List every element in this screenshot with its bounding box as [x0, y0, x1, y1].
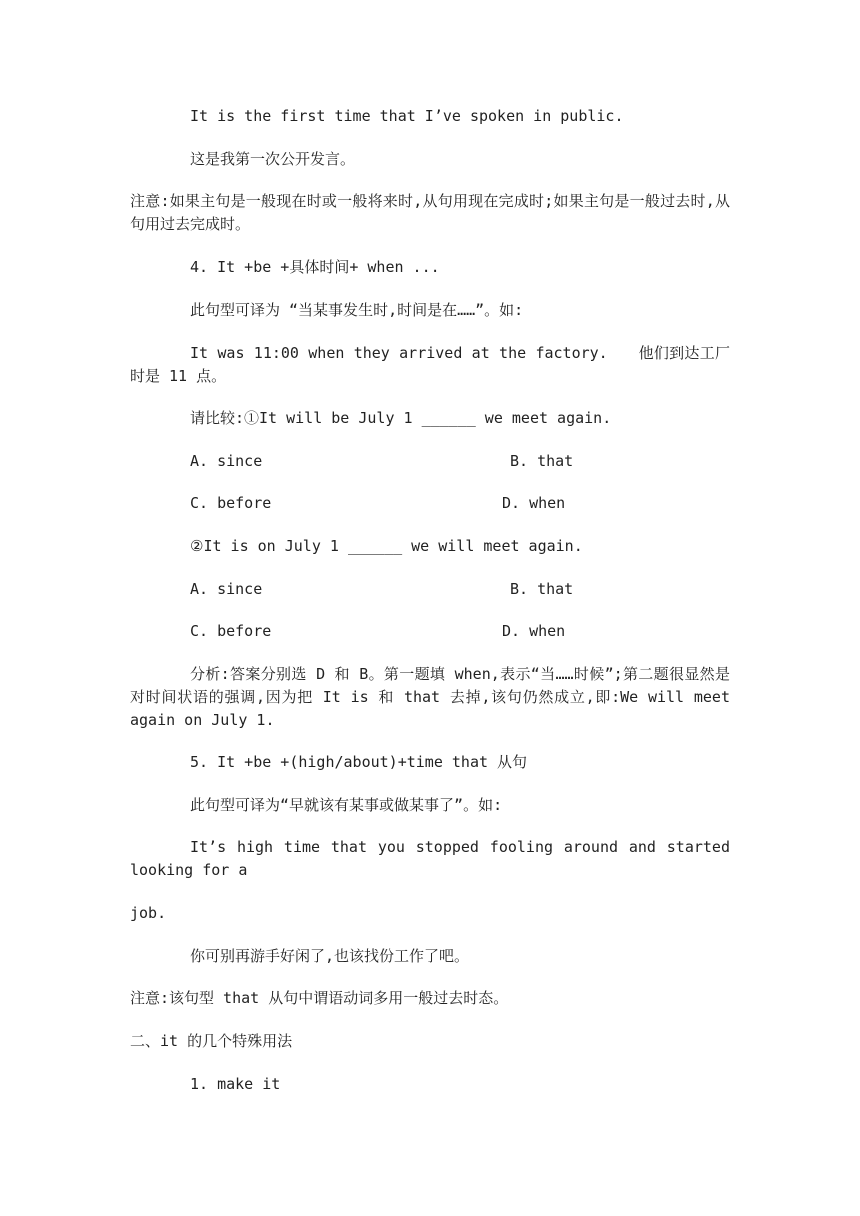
analysis-paragraph: 分析:答案分别选 D 和 B。第一题填 when,表示“当……时候”;第二题很显然是对时间状语的强调,因为把 It is 和 that 去掉,该句仍然成立,即:We will meet again on July 1.	[130, 665, 730, 729]
subsection-heading-1: 1. make it	[190, 1075, 281, 1093]
example-sentence: It is the first time that I’ve spoken in public.	[190, 107, 624, 125]
section-heading-2: 二、it 的几个特殊用法	[130, 1032, 293, 1050]
question-1-option-d: D. when	[502, 494, 566, 512]
question-1: 请比较:①It will be July 1 ______ we meet again.	[190, 409, 612, 427]
question-2-option-b: B. that	[510, 580, 574, 598]
question-2-option-c: C. before	[190, 622, 272, 640]
example-paragraph: It was 11:00 when they arrived at the factory. 他们到达工厂时是 11 点。	[130, 344, 730, 385]
question-1-option-b: B. that	[510, 452, 574, 470]
note-paragraph: 注意:如果主句是一般现在时或一般将来时,从句用现在完成时;如果主句是一般过去时,从句用过去完成时。	[130, 192, 730, 233]
pattern-explanation-5: 此句型可译为“早就该有某事或做某事了”。如:	[190, 796, 503, 814]
example-translation: 这是我第一次公开发言。	[190, 150, 356, 168]
section-heading-4: 4. It +be +具体时间+ when ...	[190, 258, 440, 276]
example-paragraph-5: It’s high time that you stopped fooling around and started looking for a	[130, 838, 730, 879]
pattern-explanation: 此句型可译为 “当某事发生时,时间是在……”。如:	[190, 301, 524, 319]
question-2-option-a: A. since	[190, 580, 263, 598]
question-1-option-c: C. before	[190, 494, 272, 512]
section-heading-5: 5. It +be +(high/about)+time that 从句	[190, 753, 528, 771]
example-translation-5: 你可别再游手好闲了,也该找份工作了吧。	[190, 947, 470, 965]
question-1-option-a: A. since	[190, 452, 263, 470]
example-continuation: job.	[130, 904, 167, 922]
question-2-option-d: D. when	[502, 622, 566, 640]
question-2: ②It is on July 1 ______ we will meet again.	[190, 537, 583, 555]
note-paragraph-2: 注意:该句型 that 从句中谓语动词多用一般过去时态。	[130, 989, 509, 1007]
